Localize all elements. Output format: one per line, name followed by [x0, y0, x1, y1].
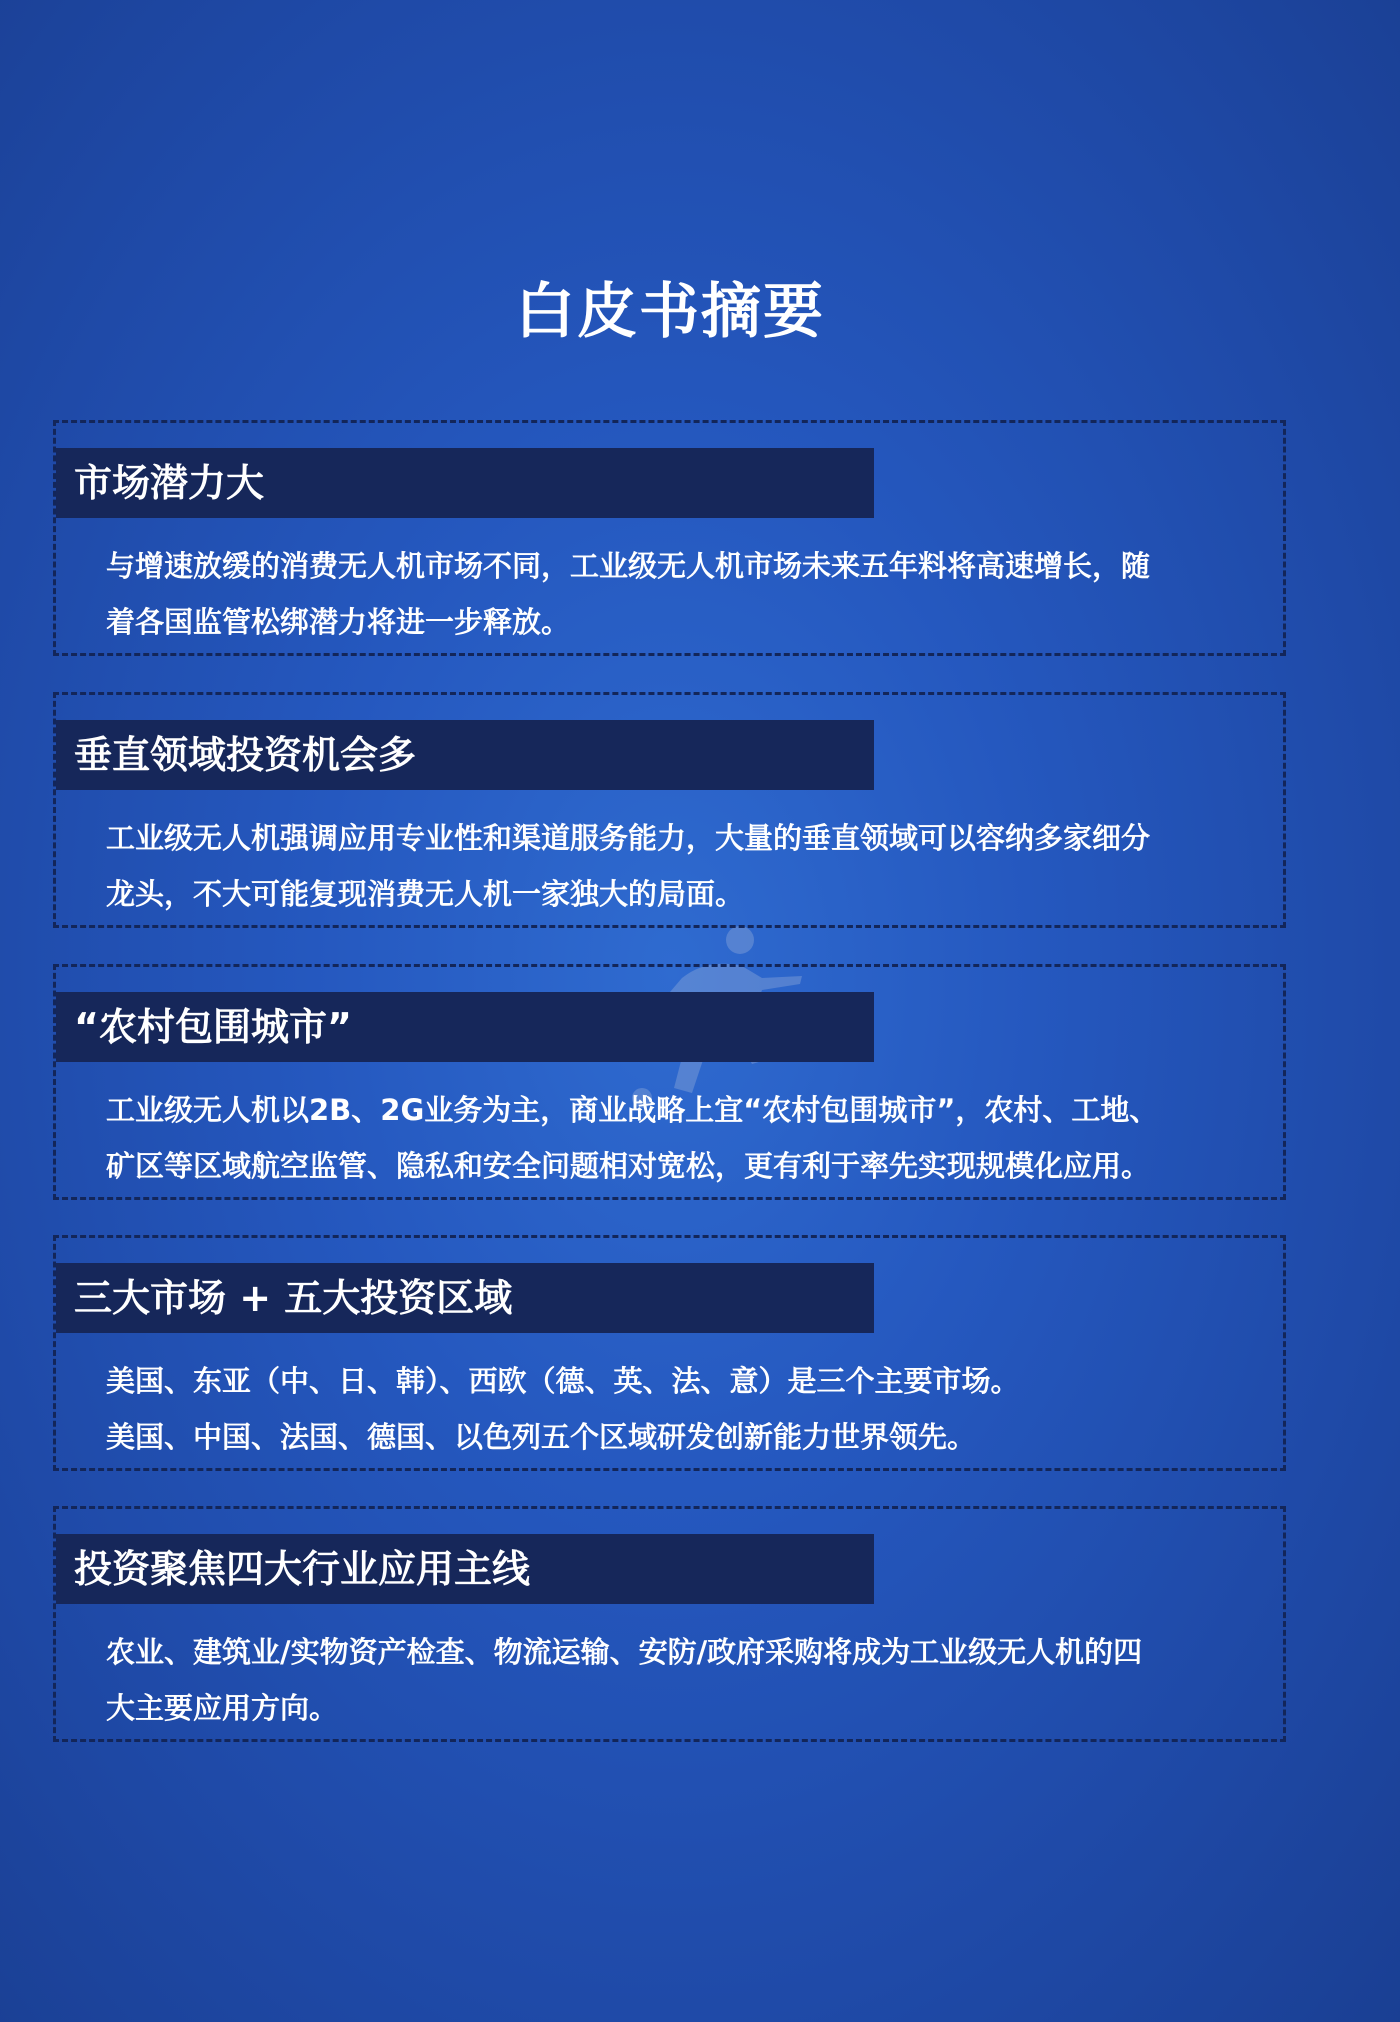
body-line: 农业、建筑业/实物资产检查、物流运输、安防/政府采购将成为工业级无人机的四	[106, 1635, 1143, 1669]
body-line: 矿区等区域航空监管、隐私和安全问题相对宽松，更有利于率先实现规模化应用。	[106, 1149, 1151, 1183]
body-line: 美国、东亚（中、日、韩）、西欧（德、英、法、意）是三个主要市场。	[106, 1364, 1020, 1398]
section-heading: 投资聚焦四大行业应用主线	[56, 1534, 874, 1604]
section-industry-focus	[53, 1506, 1286, 1742]
section-body	[106, 538, 1256, 650]
body-line: 大主要应用方向。	[106, 1691, 339, 1725]
page-title: 白皮书摘要	[515, 277, 825, 347]
section-markets-regions	[53, 1235, 1286, 1471]
section-heading: 市场潜力大	[56, 448, 874, 518]
body-line: 着各国监管松绑潜力将进一步释放。	[106, 605, 571, 639]
section-body	[106, 1624, 1256, 1736]
section-rural-strategy	[53, 964, 1286, 1200]
body-line: 工业级无人机以2B、2G业务为主，商业战略上宜“农村包围城市”，农村、工地、	[106, 1093, 1159, 1127]
section-heading: 垂直领域投资机会多	[56, 720, 874, 790]
section-market-potential	[53, 420, 1286, 656]
section-body	[106, 1082, 1256, 1194]
section-body	[106, 1353, 1256, 1465]
section-heading: 三大市场 + 五大投资区域	[56, 1263, 874, 1333]
section-vertical-opportunities	[53, 692, 1286, 928]
body-line: 工业级无人机强调应用专业性和渠道服务能力，大量的垂直领域可以容纳多家细分	[106, 821, 1151, 855]
body-line: 美国、中国、法国、德国、以色列五个区域研发创新能力世界领先。	[106, 1420, 977, 1454]
section-heading: “农村包围城市”	[56, 992, 874, 1062]
body-line: 与增速放缓的消费无人机市场不同，工业级无人机市场未来五年料将高速增长，随	[106, 549, 1151, 583]
section-body	[106, 810, 1256, 922]
body-line: 龙头，不大可能复现消费无人机一家独大的局面。	[106, 877, 745, 911]
